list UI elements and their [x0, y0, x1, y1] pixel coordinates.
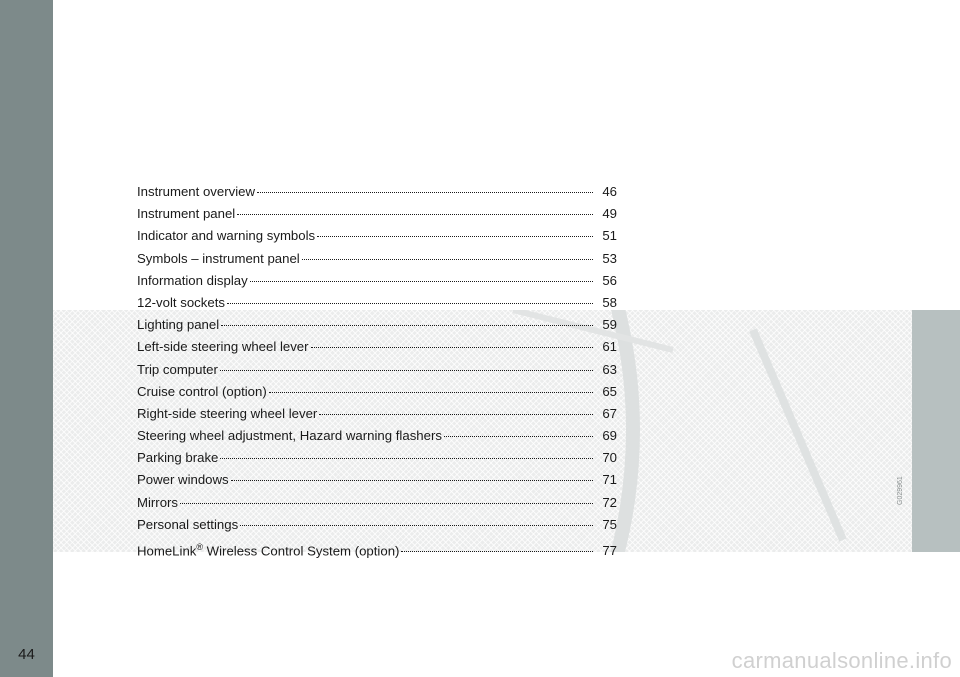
toc-page-number: 65 — [602, 383, 617, 399]
toc-title-suffix: Wireless Control System (option) — [203, 543, 400, 559]
registered-mark: ® — [196, 542, 204, 552]
toc-entry[interactable] — [137, 203, 617, 225]
toc-page-number: 75 — [602, 516, 617, 532]
toc-leader — [220, 370, 593, 371]
toc-title: Parking brake — [137, 450, 219, 466]
toc-title: Lighting panel — [137, 317, 220, 333]
toc-title: Cruise control (option) — [137, 383, 267, 399]
toc-entry[interactable] — [137, 336, 617, 358]
toc-page-number: 67 — [602, 405, 617, 421]
toc-page-number: 49 — [602, 206, 617, 222]
toc-entry[interactable] — [137, 536, 617, 558]
figure-code: G029961 — [897, 476, 904, 505]
toc-leader — [227, 303, 593, 304]
chapter-tab — [912, 310, 960, 552]
toc-entry[interactable] — [137, 492, 617, 514]
toc-title: Instrument panel — [137, 206, 236, 222]
toc-page-number: 69 — [602, 428, 617, 444]
toc-leader — [302, 259, 593, 260]
left-margin-bar — [0, 0, 53, 677]
toc-entry[interactable] — [137, 292, 617, 314]
toc-leader — [240, 525, 593, 526]
toc-page-number: 72 — [602, 494, 617, 510]
toc-leader — [231, 480, 593, 481]
toc-page-number: 58 — [602, 294, 617, 310]
toc-leader — [319, 414, 593, 415]
toc-title: Information display — [137, 272, 248, 288]
toc-entry[interactable] — [137, 314, 617, 336]
toc-leader — [257, 192, 593, 193]
toc-page-number: 70 — [602, 450, 617, 466]
toc-title-brand: HomeLink — [137, 543, 197, 559]
toc-leader — [220, 458, 593, 459]
toc-entry[interactable] — [137, 514, 617, 536]
toc-page-number: 61 — [602, 339, 617, 355]
toc-page-number: 77 — [602, 543, 617, 559]
toc-leader — [221, 325, 593, 326]
toc-title: 12-volt sockets — [137, 294, 225, 310]
toc-page-number: 46 — [602, 184, 617, 199]
toc-title: Mirrors — [137, 494, 179, 510]
toc-leader — [180, 503, 593, 504]
toc-title: Steering wheel adjustment, Hazard warning flashers — [137, 428, 442, 444]
toc-title: Left-side steering wheel lever — [137, 339, 309, 355]
toc-page-number: 53 — [602, 250, 617, 266]
toc-page-number: 59 — [602, 317, 617, 333]
toc-entry[interactable] — [137, 381, 617, 403]
toc-entry[interactable] — [137, 403, 617, 425]
toc-title: Trip computer — [137, 361, 218, 377]
toc-title: Symbols – instrument panel — [137, 250, 300, 266]
toc-leader — [237, 214, 593, 215]
watermark: carmanualsonline.info — [731, 648, 952, 673]
toc-page-number: 56 — [602, 272, 617, 288]
toc-title: Instrument overview — [137, 184, 255, 199]
page-number: 44 — [18, 646, 35, 663]
toc-page-number: 63 — [602, 361, 617, 377]
toc-entry[interactable] — [137, 270, 617, 292]
toc-entry[interactable] — [137, 447, 617, 469]
toc-entry[interactable] — [137, 359, 617, 381]
toc-leader — [401, 551, 593, 552]
toc-title: Indicator and warning symbols — [137, 228, 316, 244]
table-of-contents — [137, 181, 617, 558]
toc-title: Right-side steering wheel lever — [137, 405, 318, 421]
toc-entry[interactable] — [137, 225, 617, 247]
toc-leader — [317, 236, 593, 237]
toc-page-number: 71 — [602, 472, 617, 488]
toc-title: Power windows — [137, 472, 229, 488]
toc-leader — [269, 392, 593, 393]
toc-page-number: 51 — [602, 228, 617, 244]
toc-leader — [444, 436, 593, 437]
toc-leader — [250, 281, 593, 282]
toc-title: Personal settings — [137, 516, 239, 532]
toc-leader — [311, 347, 593, 348]
toc-entry[interactable] — [137, 248, 617, 270]
toc-title — [137, 536, 399, 558]
toc-entry[interactable] — [137, 181, 617, 203]
toc-entry[interactable] — [137, 469, 617, 491]
toc-entry[interactable] — [137, 425, 617, 447]
